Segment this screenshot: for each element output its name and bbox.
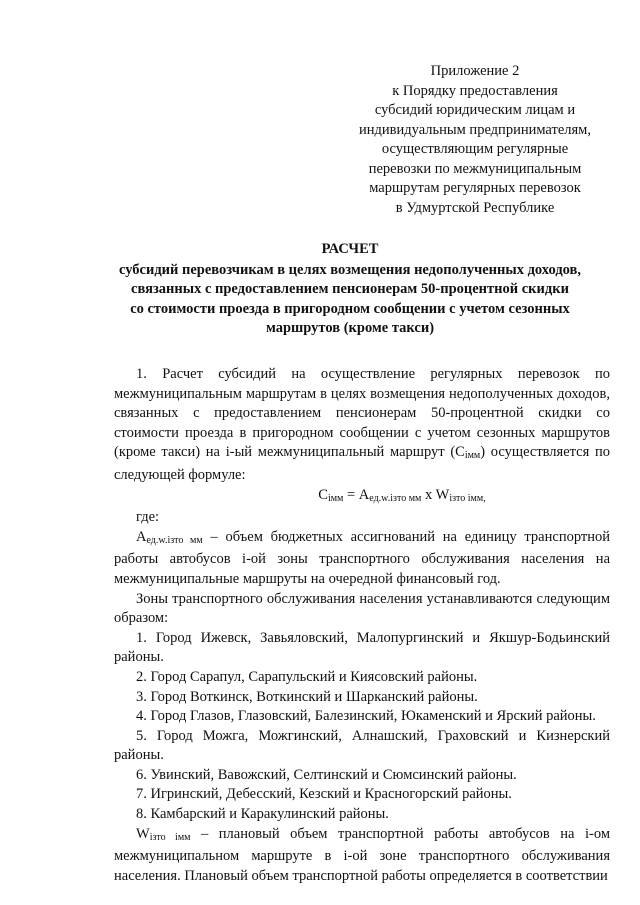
zones-intro: Зоны транспортного обслуживания населения устанавливаются следующим образом: bbox=[114, 590, 610, 627]
subscript: ед.w.iзто мм bbox=[146, 534, 203, 546]
title-line: субсидий перевозчикам в целях возмещения недополученных доходов, bbox=[118, 261, 582, 278]
a-definition bbox=[114, 528, 610, 590]
appendix-header bbox=[330, 62, 620, 218]
subscript: iзто iмм bbox=[149, 831, 191, 843]
a-definition-text: – объем бюджетных ассигнований на единицу транспортной работы автобусов i-ой зоны транспортного обслуживания населения на межмуниципальные маршруты на очередной финансовый год. bbox=[114, 528, 610, 587]
appendix-line: маршрутам регулярных перевозок bbox=[369, 180, 581, 196]
paragraph-1 bbox=[114, 365, 610, 486]
w-definition bbox=[114, 825, 610, 887]
zone-item: 4. Город Глазов, Глазовский, Балезинский, Юкаменский и Ярский районы. bbox=[136, 708, 596, 725]
paragraph-1-tail: ) осуществляется по следующей формуле: bbox=[114, 444, 610, 483]
zone-item: 2. Город Сарапул, Сарапульский и Киясовский районы. bbox=[136, 668, 478, 685]
title-line: связанных с предоставлением пенсионерам 50-процентной скидки bbox=[131, 281, 569, 297]
formula bbox=[114, 486, 610, 509]
w-symbol: W bbox=[136, 825, 150, 842]
subscript: імм bbox=[464, 450, 481, 462]
paragraph-1-text: 1. Расчет субсидий на осуществление регулярных перевозок по межмуниципальным маршрутам в целях возмещения недополученных доходов, связанных с предоставлением пенсионерам 50-процентной скидки со стоимости проезда в пригородном сообщении с учетом сезонных маршрутов (кроме такси) на i-ый межмуниципальный маршрут (С bbox=[114, 366, 610, 461]
zone-item: 1. Город Ижевск, Завьяловский, Малопургинский и Якшур-Бодьинский районы. bbox=[114, 629, 610, 666]
zone-item: 8. Камбарский и Каракулинский районы. bbox=[136, 806, 389, 823]
title-line: маршрутов (кроме такси) bbox=[265, 320, 435, 336]
appendix-line: перевозки по межмуниципальным bbox=[368, 160, 582, 177]
zone-item: 3. Город Воткинск, Воткинский и Шарканский районы. bbox=[136, 688, 478, 705]
appendix-line: индивидуальным предпринимателям, bbox=[359, 121, 591, 138]
title-main: РАСЧЕТ bbox=[321, 241, 379, 257]
appendix-line: субсидий юридическим лицам и bbox=[374, 102, 576, 118]
title-line: со стоимости проезда в пригородном сообщении с учетом сезонных bbox=[130, 300, 570, 317]
zone-item: 7. Игринский, Дебесский, Кезский и Красногорский районы. bbox=[136, 786, 512, 803]
formula-c: С bbox=[318, 486, 328, 503]
appendix-line: в Удмуртской Республике bbox=[395, 199, 555, 216]
subscript: iзто iмм, bbox=[449, 492, 486, 504]
appendix-line: Приложение 2 bbox=[430, 63, 520, 79]
document-body bbox=[114, 365, 610, 886]
zone-item: 5. Город Можга, Можгинский, Алнашский, Граховский и Кизнерский районы. bbox=[114, 727, 610, 764]
document-title bbox=[60, 240, 640, 339]
subscript: ед.w.iзто мм bbox=[369, 492, 422, 504]
a-symbol: А bbox=[136, 528, 147, 545]
w-definition-text: – плановый объем транспортной работы автобусов на i-ом межмуниципальном маршруте в i-ой зоне транспортного обслуживания населения. Плановый объем транспортной работы определяется в соответствии bbox=[114, 825, 611, 884]
subscript: імм bbox=[327, 492, 344, 504]
formula-w: x W bbox=[421, 486, 450, 503]
appendix-line: осуществляющим регулярные bbox=[381, 141, 569, 157]
appendix-line: к Порядку предоставления bbox=[392, 82, 558, 99]
formula-a: = А bbox=[343, 486, 370, 503]
zone-item: 6. Увинский, Вавожский, Селтинский и Сюмсинский районы. bbox=[136, 766, 517, 783]
where-label: где: bbox=[136, 509, 160, 526]
